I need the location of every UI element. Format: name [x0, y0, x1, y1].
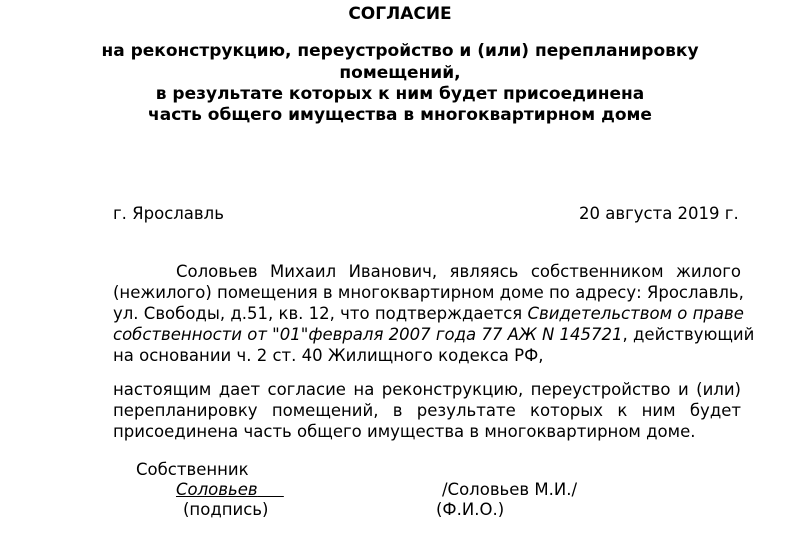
subtitle-line-3: в результате которых к ним будет присоединена: [155, 84, 645, 104]
subtitle-line-2: помещений,: [339, 63, 461, 83]
paragraph1-line1: Соловьев Михаил Иванович, являясь собственником жилого: [176, 262, 741, 281]
paragraph1-line5: на основании ч. 2 ст. 40 Жилищного кодекса РФ,: [113, 346, 544, 365]
paragraph1-line4: [113, 324, 754, 345]
owner-label: Собственник: [136, 460, 249, 479]
signature-value: Соловьев: [176, 480, 258, 499]
paragraph2-line1: настоящим дает согласие на реконструкцию, переустройство и (или): [113, 380, 741, 399]
signature-underline: [258, 480, 284, 499]
signature-caption: (подпись): [183, 500, 269, 519]
subtitle-line-4: часть общего имущества в многоквартирном доме: [148, 105, 652, 125]
paragraph1-line4-end: , действующий: [622, 325, 755, 344]
name-field: /Соловьев М.И./: [442, 480, 578, 499]
paragraph1-line2: (нежилого) помещения в многоквартирном доме по адресу: Ярославль,: [113, 283, 744, 302]
subtitle-line-1: на реконструкцию, переустройство и (или) перепланировку: [101, 41, 699, 61]
paragraph2-line3: присоединена часть общего имущества в многоквартирном доме.: [113, 422, 696, 441]
paragraph2-line2: перепланировку помещений, в результате которых к ним будет: [113, 401, 741, 420]
certificate-reference-start: Свидетельством о праве: [527, 304, 744, 323]
paragraph1-line3-start: ул. Свободы, д.51, кв. 12, что подтверждается: [113, 304, 523, 323]
document-title: СОГЛАСИЕ: [348, 4, 452, 24]
certificate-reference-end: собственности от "01"февраля 2007 года 77 АЖ N 145721: [113, 325, 623, 344]
paragraph1-line3: [113, 303, 744, 324]
document-date: 20 августа 2019 г.: [579, 204, 739, 223]
name-caption: (Ф.И.О.): [436, 500, 505, 519]
city: г. Ярославль: [113, 204, 224, 223]
signature-field: [176, 479, 284, 500]
